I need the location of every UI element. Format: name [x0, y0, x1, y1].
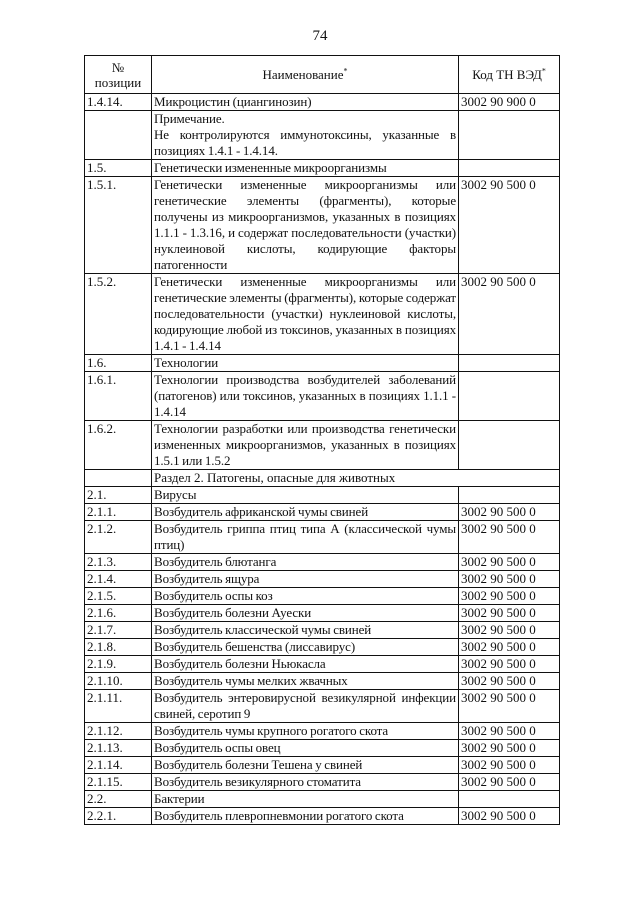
position-cell: 2.1.1.	[85, 504, 152, 521]
code-cell	[459, 487, 560, 504]
code-header-footnote-mark: *	[541, 66, 546, 76]
code-cell: 3002 90 500 0	[459, 588, 560, 605]
code-cell: 3002 90 900 0	[459, 94, 560, 111]
table-row	[85, 656, 560, 673]
code-cell: 3002 90 500 0	[459, 571, 560, 588]
code-cell	[459, 372, 560, 421]
table-header-row	[85, 56, 560, 94]
name-cell: Возбудитель классической чумы свиней	[152, 622, 459, 639]
position-cell: 1.4.14.	[85, 94, 152, 111]
position-cell: 2.1.2.	[85, 521, 152, 554]
code-cell: 3002 90 500 0	[459, 673, 560, 690]
position-cell: 2.1.3.	[85, 554, 152, 571]
table-row	[85, 723, 560, 740]
position-cell: 2.1.4.	[85, 571, 152, 588]
position-cell: 2.1.14.	[85, 757, 152, 774]
code-header-label: Код ТН ВЭД	[472, 67, 542, 82]
name-cell: Возбудитель африканской чумы свиней	[152, 504, 459, 521]
code-cell: 3002 90 500 0	[459, 504, 560, 521]
code-cell: 3002 90 500 0	[459, 690, 560, 723]
code-cell: 3002 90 500 0	[459, 808, 560, 825]
code-cell: 3002 90 500 0	[459, 605, 560, 622]
name-header-label: Наименование	[262, 67, 344, 82]
code-cell: 3002 90 500 0	[459, 622, 560, 639]
section-heading-row	[85, 470, 560, 487]
name-header-footnote-mark: *	[343, 66, 348, 76]
position-cell: 2.1.5.	[85, 588, 152, 605]
table-row	[85, 588, 560, 605]
position-cell: 1.5.	[85, 160, 152, 177]
position-cell: 1.5.1.	[85, 177, 152, 274]
table-row	[85, 673, 560, 690]
name-cell: Возбудитель ящура	[152, 571, 459, 588]
position-cell: 2.2.	[85, 791, 152, 808]
name-cell: Возбудитель оспы коз	[152, 588, 459, 605]
position-column-header: № позиции	[85, 56, 152, 94]
code-cell: 3002 90 500 0	[459, 723, 560, 740]
table-row	[85, 791, 560, 808]
code-cell	[459, 111, 560, 160]
table-row	[85, 372, 560, 421]
position-cell: 1.6.1.	[85, 372, 152, 421]
code-column-header	[459, 56, 560, 94]
name-cell: Технологии разработки или производства генетически измененных микроорганизмов, указанных в позициях 1.5.1 или 1.5.2	[152, 421, 459, 470]
name-cell: Возбудитель плевропневмонии рогатого скота	[152, 808, 459, 825]
table-row	[85, 177, 560, 274]
position-cell: 2.1.6.	[85, 605, 152, 622]
table-row	[85, 639, 560, 656]
name-cell: Возбудитель энтеровирусной везикулярной инфекции свиней, серотип 9	[152, 690, 459, 723]
name-cell: Возбудитель чумы мелких жвачных	[152, 673, 459, 690]
table-row	[85, 554, 560, 571]
code-cell: 3002 90 500 0	[459, 757, 560, 774]
name-cell: Вирусы	[152, 487, 459, 504]
code-cell: 3002 90 500 0	[459, 521, 560, 554]
position-cell	[85, 111, 152, 160]
table-row	[85, 487, 560, 504]
name-cell: Возбудитель болезни Ауески	[152, 605, 459, 622]
code-cell	[459, 421, 560, 470]
table-row	[85, 571, 560, 588]
name-cell: Возбудитель чумы крупного рогатого скота	[152, 723, 459, 740]
name-cell: Генетически измененные микроорганизмы или генетические элементы (фрагменты), которые получены из микроорганизмов, указанных в позициях 1.1.1 - 1.3.16, и содержат последовательности (участки) нуклеиновой кислоты, кодирующие факторы патогенности	[152, 177, 459, 274]
table-row	[85, 421, 560, 470]
name-cell: Генетически измененные микроорганизмы	[152, 160, 459, 177]
table-row	[85, 774, 560, 791]
position-cell: 1.6.	[85, 355, 152, 372]
name-cell: Возбудитель гриппа птиц типа А (классической чумы птиц)	[152, 521, 459, 554]
code-cell	[459, 355, 560, 372]
table-row	[85, 94, 560, 111]
table-row	[85, 622, 560, 639]
name-cell: Микроцистин (циангинозин)	[152, 94, 459, 111]
position-cell: 2.1.13.	[85, 740, 152, 757]
table-row	[85, 808, 560, 825]
goods-table	[84, 55, 560, 825]
name-cell: Возбудитель бешенства (лиссавирус)	[152, 639, 459, 656]
code-cell	[459, 791, 560, 808]
table-row	[85, 504, 560, 521]
table-row	[85, 605, 560, 622]
position-cell: 2.1.	[85, 487, 152, 504]
name-cell: Бактерии	[152, 791, 459, 808]
name-cell: Возбудитель оспы овец	[152, 740, 459, 757]
code-cell: 3002 90 500 0	[459, 274, 560, 355]
table-body	[85, 94, 560, 825]
name-cell: Примечание. Не контролируются иммунотоксины, указанные в позициях 1.4.1 - 1.4.14.	[152, 111, 459, 160]
table-row	[85, 355, 560, 372]
position-cell: 2.1.9.	[85, 656, 152, 673]
name-cell: Возбудитель болезни Ньюкасла	[152, 656, 459, 673]
page-number: 74	[312, 28, 328, 44]
code-cell: 3002 90 500 0	[459, 639, 560, 656]
code-cell	[459, 160, 560, 177]
section-position-cell	[85, 470, 152, 487]
position-cell: 2.1.7.	[85, 622, 152, 639]
code-cell: 3002 90 500 0	[459, 177, 560, 274]
position-cell: 1.5.2.	[85, 274, 152, 355]
name-cell: Возбудитель блютанга	[152, 554, 459, 571]
position-cell: 1.6.2.	[85, 421, 152, 470]
position-cell: 2.1.15.	[85, 774, 152, 791]
table-row	[85, 690, 560, 723]
name-cell: Генетически измененные микроорганизмы или генетические элементы (фрагменты), которые содержат последовательности (участки) нуклеиновой кислоты, кодирующие любой из токсинов, указанных в позициях 1.4.1 - 1.4.14	[152, 274, 459, 355]
table-row	[85, 740, 560, 757]
table-row	[85, 521, 560, 554]
code-cell: 3002 90 500 0	[459, 774, 560, 791]
name-cell: Технологии производства возбудителей заболеваний (патогенов) или токсинов, указанных в позициях 1.1.1 - 1.4.14	[152, 372, 459, 421]
name-cell: Технологии	[152, 355, 459, 372]
position-cell: 2.1.11.	[85, 690, 152, 723]
table-row	[85, 757, 560, 774]
code-cell: 3002 90 500 0	[459, 656, 560, 673]
position-cell: 2.1.8.	[85, 639, 152, 656]
name-column-header	[152, 56, 459, 94]
name-cell: Возбудитель болезни Тешена у свиней	[152, 757, 459, 774]
code-cell: 3002 90 500 0	[459, 554, 560, 571]
position-cell: 2.1.12.	[85, 723, 152, 740]
code-cell: 3002 90 500 0	[459, 740, 560, 757]
position-cell: 2.1.10.	[85, 673, 152, 690]
section-heading: Раздел 2. Патогены, опасные для животных	[152, 470, 560, 487]
table-row	[85, 111, 560, 160]
position-cell: 2.2.1.	[85, 808, 152, 825]
table-row	[85, 160, 560, 177]
name-cell: Возбудитель везикулярного стоматита	[152, 774, 459, 791]
table-row	[85, 274, 560, 355]
